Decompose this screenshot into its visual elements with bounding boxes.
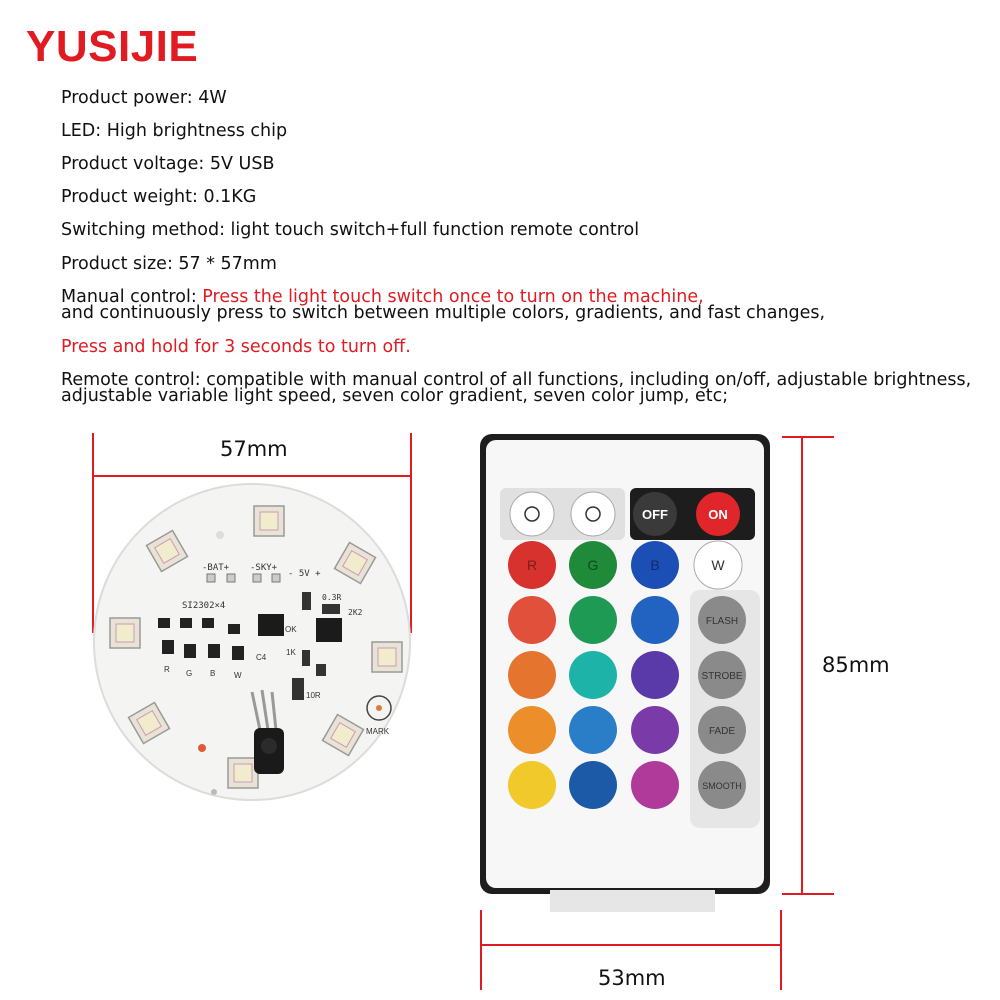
brightness-down-button[interactable] — [571, 492, 615, 536]
spec-weight: Product weight: 0.1KG — [61, 187, 257, 207]
on-label: ON — [708, 507, 728, 522]
mount-hole — [216, 531, 224, 539]
brand-logo: YUSIJIE — [26, 22, 199, 71]
led-chip-top — [254, 506, 284, 536]
color-button[interactable] — [631, 596, 679, 644]
pad-w — [232, 646, 244, 660]
spec-switching: Switching method: light touch switch+full function remote control — [61, 220, 640, 240]
fade-button[interactable] — [698, 706, 746, 754]
spec-manual-red: Press the light touch switch once to turn on the machine, — [202, 287, 704, 307]
spec-remote-line2: adjustable variable light speed, seven color gradient, seven color jump, etc; — [61, 386, 729, 406]
label-r: R — [164, 665, 170, 674]
spec-manual-label: Manual control: — [61, 287, 203, 307]
flash-label: FLASH — [705, 616, 739, 627]
spec-power: Product power: 4W — [61, 88, 227, 108]
r-button[interactable] — [508, 541, 556, 589]
spec-size: Product size: 57 * 57mm — [61, 254, 277, 274]
b-button[interactable] — [631, 541, 679, 589]
fade-label: FADE — [708, 726, 736, 737]
mount-hole — [211, 789, 217, 795]
led-chip-left — [110, 618, 140, 648]
battery-tray — [550, 890, 715, 912]
label-bat: -BAT+ — [202, 563, 230, 573]
label-c4: C4 — [256, 653, 267, 662]
r-label: R — [526, 557, 538, 573]
label-2k2: 2K2 — [348, 608, 363, 617]
dim-remote-top-tick — [782, 436, 834, 438]
dim-board-width-line — [94, 475, 410, 477]
pad-r — [162, 640, 174, 654]
ic-chip — [316, 618, 342, 642]
label-w: W — [234, 671, 242, 680]
label-b: B — [210, 669, 216, 678]
label-mark: MARK — [366, 727, 390, 736]
resistor — [292, 678, 304, 700]
strobe-button[interactable] — [698, 651, 746, 699]
pad-b — [208, 644, 220, 658]
label-5v: - 5V + — [288, 569, 321, 579]
color-button[interactable] — [508, 651, 556, 699]
label-r03: 0.3R — [322, 593, 342, 602]
label-chip: SI2302×4 — [182, 601, 226, 611]
color-button[interactable] — [569, 706, 617, 754]
spec-led: LED: High brightness chip — [61, 121, 288, 141]
color-button[interactable] — [569, 596, 617, 644]
remote-control — [470, 430, 780, 920]
dim-remote-right-tick — [780, 910, 782, 990]
w-label: W — [711, 557, 725, 573]
pad — [272, 574, 280, 582]
mark-dot — [376, 705, 382, 711]
dim-remote-width-line — [482, 944, 780, 946]
resistor — [322, 604, 340, 614]
label-sky: -SKY+ — [250, 563, 278, 573]
strobe-label: STROBE — [701, 671, 743, 682]
mosfet — [228, 624, 240, 634]
led-chip-bottom — [228, 758, 258, 788]
color-button[interactable] — [508, 761, 556, 809]
mosfet — [180, 618, 192, 628]
resistor — [316, 664, 326, 676]
off-label: OFF — [642, 507, 668, 522]
resistor — [302, 592, 311, 610]
color-button[interactable] — [508, 596, 556, 644]
smooth-button[interactable] — [698, 761, 746, 809]
color-button[interactable] — [569, 651, 617, 699]
g-button[interactable] — [569, 541, 617, 589]
brightness-up-button[interactable] — [510, 492, 554, 536]
mosfet — [158, 618, 170, 628]
mosfet — [202, 618, 214, 628]
spec-remote-line1: Remote control: compatible with manual control of all functions, including on/off, adjustable brightness, — [61, 370, 972, 390]
color-button[interactable] — [631, 761, 679, 809]
pcb-disc — [94, 484, 410, 800]
smooth-label: SMOOTH — [702, 781, 742, 791]
pad — [227, 574, 235, 582]
led-pcb-board — [90, 480, 420, 810]
pad-g — [184, 644, 196, 658]
pad — [207, 574, 215, 582]
off-button[interactable] — [633, 492, 677, 536]
dim-remote-left-tick — [480, 910, 482, 990]
g-label: G — [587, 557, 599, 573]
spec-voltage: Product voltage: 5V USB — [61, 154, 275, 174]
pad — [253, 574, 261, 582]
color-button[interactable] — [631, 706, 679, 754]
label-10r: 10R — [306, 691, 321, 700]
dim-remote-bottom-tick — [782, 893, 834, 895]
on-button[interactable] — [696, 492, 740, 536]
dim-remote-height: 85mm — [822, 653, 890, 677]
color-button[interactable] — [508, 706, 556, 754]
dim-board-width: 57mm — [220, 437, 288, 461]
spec-manual-line2: and continuously press to switch between multiple colors, gradients, and fast changes, — [61, 303, 826, 323]
flash-button[interactable] — [698, 596, 746, 644]
ic-chip — [258, 614, 284, 636]
spec-hold-off: Press and hold for 3 seconds to turn off. — [61, 337, 411, 357]
led-chip-right — [372, 642, 402, 672]
color-button[interactable] — [631, 651, 679, 699]
color-button[interactable] — [569, 761, 617, 809]
dim-remote-height-line — [801, 438, 803, 893]
label-g: G — [186, 669, 193, 678]
resistor — [302, 650, 310, 666]
label-ok: OK — [285, 625, 297, 634]
dim-remote-width: 53mm — [598, 966, 666, 990]
label-1k: 1K — [286, 648, 296, 657]
indicator-led — [198, 744, 206, 752]
w-button[interactable] — [694, 541, 742, 589]
b-label: B — [650, 557, 660, 573]
